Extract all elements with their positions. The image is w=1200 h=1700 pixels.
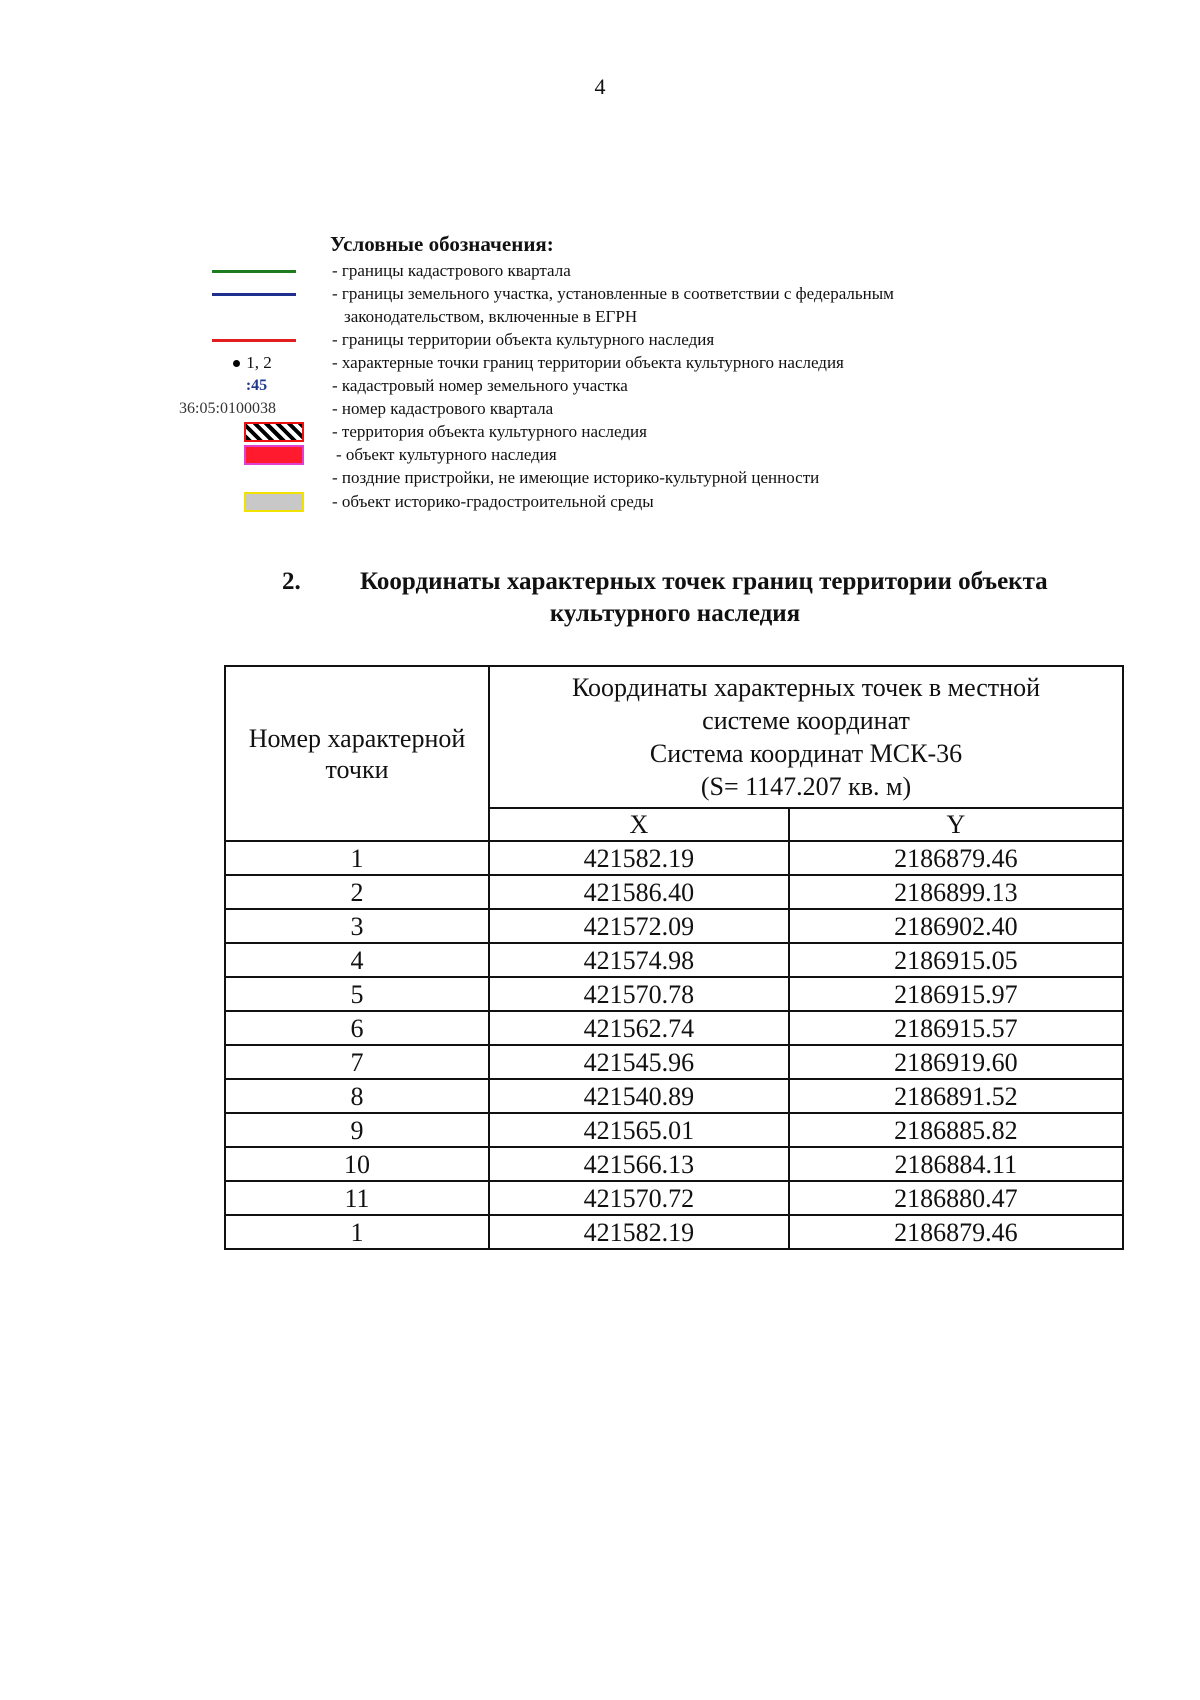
header-coordinates: Координаты характерных точек в местной системе координат Система координат МСК-36 (S= 1147.207 кв. м) <box>489 666 1123 808</box>
legend-item-land-plot-border-cont: законодательством, включенные в ЕГРН <box>344 307 638 326</box>
cell-y: 2186879.46 <box>789 841 1123 875</box>
cell-x: 421570.78 <box>489 977 789 1011</box>
grey-box-icon <box>244 492 304 512</box>
cell-point-number: 6 <box>225 1011 489 1045</box>
cell-y: 2186915.05 <box>789 943 1123 977</box>
page-number: 4 <box>594 74 606 99</box>
parcel-number-symbol: :45 <box>245 377 268 394</box>
table-row <box>225 841 1123 875</box>
legend-item-late-additions: - поздние пристройки, не имеющие историко-культурной ценности <box>332 468 820 487</box>
cell-y: 2186880.47 <box>789 1181 1123 1215</box>
cell-point-number: 1 <box>225 1215 489 1249</box>
cell-y: 2186884.11 <box>789 1147 1123 1181</box>
cell-x: 421586.40 <box>489 875 789 909</box>
cell-y: 2186915.57 <box>789 1011 1123 1045</box>
cell-point-number: 10 <box>225 1147 489 1181</box>
cell-y: 2186891.52 <box>789 1079 1123 1113</box>
cell-point-number: 1 <box>225 841 489 875</box>
header-x: X <box>489 808 789 841</box>
cell-x: 421574.98 <box>489 943 789 977</box>
legend-item-quarter-number: 36:05:0100038 - номер кадастрового квартала <box>179 399 554 418</box>
table-row <box>225 875 1123 909</box>
red-box-icon <box>244 445 304 465</box>
cell-x: 421570.72 <box>489 1181 789 1215</box>
cell-y: 2186902.40 <box>789 909 1123 943</box>
blue-line-symbol <box>212 293 296 296</box>
cell-x: 421582.19 <box>489 841 789 875</box>
cell-point-number: 7 <box>225 1045 489 1079</box>
cell-point-number: 5 <box>225 977 489 1011</box>
header-y: Y <box>789 808 1123 841</box>
cell-y: 2186919.60 <box>789 1045 1123 1079</box>
table-row <box>225 909 1123 943</box>
section-title-line1: Координаты характерных точек границ территории объекта <box>360 568 1048 595</box>
legend-item-heritage-object: - объект культурного наследия <box>160 444 1060 466</box>
legend-item-heritage-territory-border: - границы территории объекта культурного наследия <box>160 329 1060 351</box>
section-number: 2. <box>282 568 301 595</box>
cell-x: 421572.09 <box>489 909 789 943</box>
cell-point-number: 11 <box>225 1181 489 1215</box>
table-row <box>225 1011 1123 1045</box>
quarter-number-symbol: 36:05:0100038 <box>179 400 276 417</box>
cell-y: 2186899.13 <box>789 875 1123 909</box>
cell-y: 2186885.82 <box>789 1113 1123 1147</box>
cell-point-number: 8 <box>225 1079 489 1113</box>
point-dot-icon: 1, 2 <box>233 353 272 373</box>
legend-item-historic-environment: - объект историко-градостроительной среды <box>160 491 1060 513</box>
table-row <box>225 943 1123 977</box>
table-row <box>225 1045 1123 1079</box>
cell-x: 421562.74 <box>489 1011 789 1045</box>
header-point-number: Номер характерной точки <box>225 666 489 841</box>
legend-item-heritage-territory: - территория объекта культурного наследия <box>160 421 1060 443</box>
green-line-symbol <box>212 270 296 273</box>
cell-point-number: 9 <box>225 1113 489 1147</box>
table-row <box>225 1079 1123 1113</box>
coordinates-table <box>224 665 1124 1250</box>
table-row <box>225 1147 1123 1181</box>
cell-x: 421582.19 <box>489 1215 789 1249</box>
cell-x: 421566.13 <box>489 1147 789 1181</box>
red-line-symbol <box>212 339 296 342</box>
legend-item-land-plot-border: - границы земельного участка, установленные в соответствии с федеральным <box>160 283 1060 305</box>
legend-item-characteristic-points: 1, 2 - характерные точки границ территории объекта культурного наследия <box>160 352 1060 374</box>
cell-point-number: 4 <box>225 943 489 977</box>
cell-x: 421565.01 <box>489 1113 789 1147</box>
hatched-box-icon <box>244 422 304 442</box>
cell-point-number: 2 <box>225 875 489 909</box>
coordinates-table-body <box>225 841 1123 1249</box>
table-row <box>225 977 1123 1011</box>
legend-title: Условные обозначения: <box>330 232 554 256</box>
section-title-line2: культурного наследия <box>549 600 801 627</box>
legend-item-parcel-number: :45 - кадастровый номер земельного участка <box>245 376 628 395</box>
table-row <box>225 1113 1123 1147</box>
cell-y: 2186879.46 <box>789 1215 1123 1249</box>
cell-x: 421545.96 <box>489 1045 789 1079</box>
legend-item-cadastral-quarter-border: - границы кадастрового квартала <box>160 260 1060 282</box>
cell-point-number: 3 <box>225 909 489 943</box>
table-row <box>225 1181 1123 1215</box>
cell-y: 2186915.97 <box>789 977 1123 1011</box>
table-row <box>225 1215 1123 1249</box>
cell-x: 421540.89 <box>489 1079 789 1113</box>
